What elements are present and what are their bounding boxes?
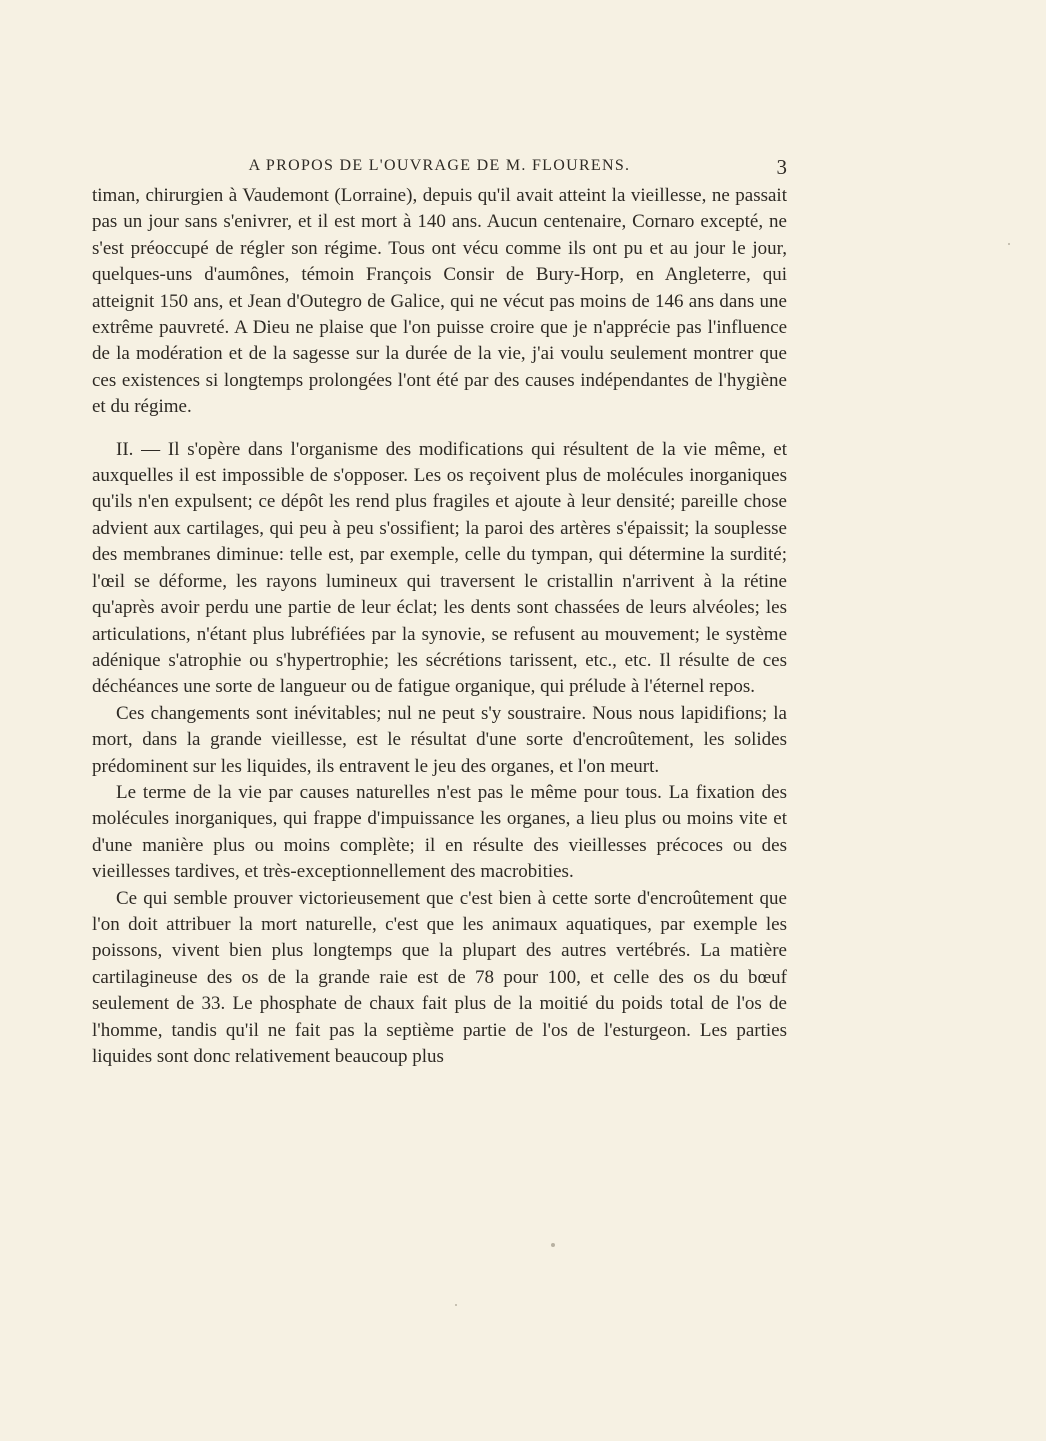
paragraph-section-ii: II. — Il s'opère dans l'organisme des modifications qui résultent de la vie même, et auxquelles il est impossible de s'opposer. Les os reçoivent plus de molécules inorganiques qu'ils n'en expulsent; ce dépôt les rend plus fragiles et ajoute à leur densité; pareille chose advient aux cartilages, qui peu à peu s'ossifient; la paroi des artères s'épaissit; la souplesse des membranes diminue: telle est, par exemple, celle du tympan, qui détermine la surdité; l'œil se déforme, les rayons lumineux qui traversent le cristallin n'arrivent à la rétine qu'après avoir perdu une partie de leur éclat; les dents sont chassées de leurs alvéoles; les articulations, n'étant plus lubréfiées par la synovie, se refusent au mouvement; le système adénique s'atrophie ou s'hypertrophie; les sécrétions tarissent, etc., etc. Il résulte de ces déchéances une sorte de langueur ou de fatigue organique, qui prélude à l'éternel repos.	[92, 438, 787, 698]
paragraph-continuation: timan, chirurgien à Vaudemont (Lorraine), depuis qu'il avait atteint la vieillesse, ne passait pas un jour sans s'enivrer, et il est mort à 140 ans. Aucun centenaire, Cornaro excepté, ne s'est préoccupé de régler son régime. Tous ont vécu comme ils ont pu et au jour le jour, quelques-uns d'aumônes, témoin François Consir de Bury-Horp, en Angleterre, qui atteignit 150 ans, et Jean d'Outegro de Galice, qui ne vécut pas moins de 146 ans dans une extrême pauvreté. A Dieu ne plaise que l'on puisse croire que je n'apprécie pas l'influence de la modération et de la sagesse sur la durée de la vie, j'ai voulu seulement montrer que ces existences si longtemps prolongées l'ont été par des causes indépendantes de l'hygiène et du régime.	[92, 185, 787, 418]
paragraph-changes: Ces changements sont inévitables; nul ne peut s'y soustraire. Nous nous lapidifions; la mort, dans la grande vieillesse, est le résultat d'une sorte d'encroûtement, les solides prédominent sur les liquides, ils entravent le jeu des organes, et l'on meurt.	[92, 702, 787, 777]
paper-speck	[551, 1243, 555, 1247]
running-head: A PROPOS DE L'OUVRAGE DE M. FLOURENS.	[248, 157, 631, 174]
page-header	[92, 155, 787, 179]
page-number: 3	[776, 155, 787, 179]
body-text	[92, 183, 787, 1070]
paragraph-term-of-life: Le terme de la vie par causes naturelles n'est pas le même pour tous. La fixation des molécules inorganiques, qui frappe d'impuissance les organes, a lieu plus ou moins vite et d'une manière plus ou moins complète; il en résulte des vieillesses précoces ou des vieillesses tardives, et très-exceptionnellement des macrobities.	[92, 781, 787, 883]
paper-speck	[455, 1304, 457, 1306]
paper-speck	[1008, 243, 1010, 245]
paragraph-aquatic-animals: Ce qui semble prouver victorieusement que c'est bien à cette sorte d'encroûtement que l'on doit attribuer la mort naturelle, c'est que les animaux aquatiques, par exemple les poissons, vivent bien plus longtemps que la plupart des autres vertébrés. La matière cartilagineuse des os de la grande raie est de 78 pour 100, et celle des os du bœuf seulement de 33. Le phosphate de chaux fait plus de la moitié du poids total de l'os de l'homme, tandis qu'il ne fait pas la septième partie de l'os de l'esturgeon. Les parties liquides sont donc relativement beaucoup plus	[92, 887, 787, 1067]
